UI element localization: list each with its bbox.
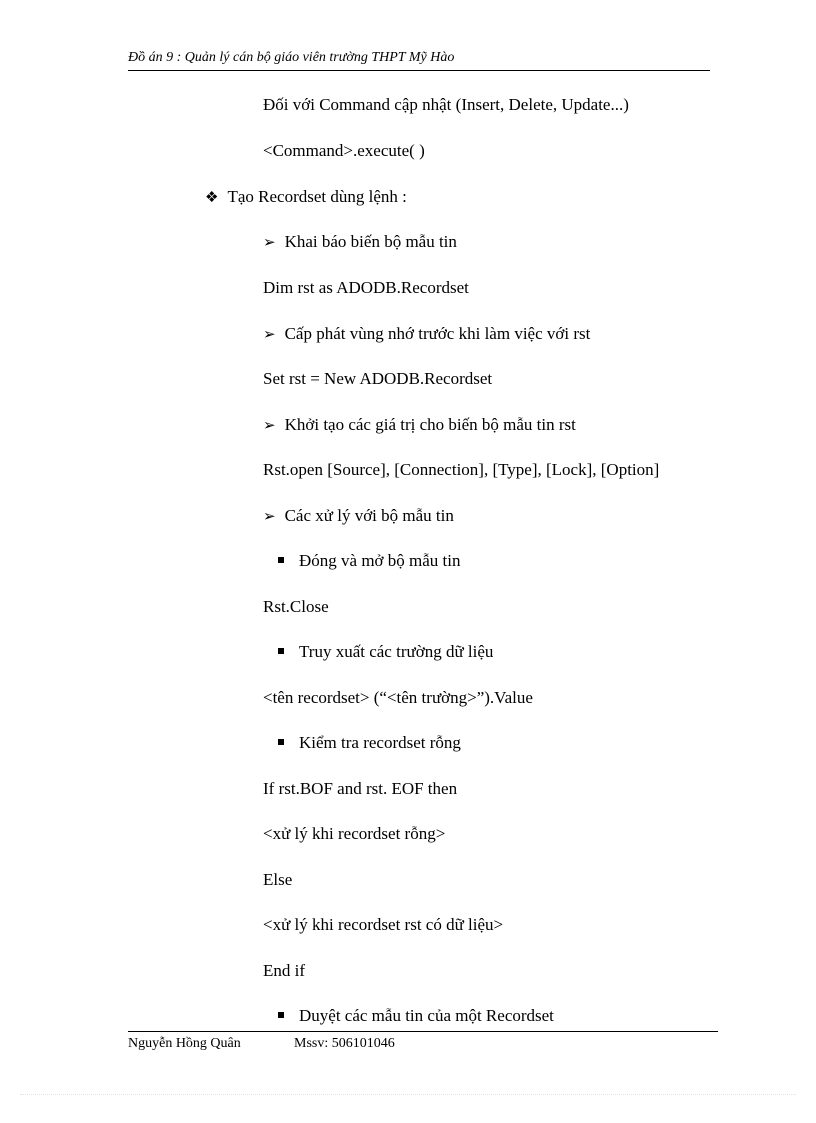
- square-item-label: Đóng và mở bộ mẫu tin: [299, 551, 461, 570]
- code-line: <Command>.execute( ): [263, 141, 425, 160]
- arrow-item: [263, 415, 576, 436]
- section-heading: [205, 187, 407, 208]
- code-line: Set rst = New ADODB.Recordset: [263, 369, 493, 388]
- arrow-item: [263, 506, 454, 527]
- page-header: [128, 48, 710, 71]
- footer-author: Nguyễn Hồng Quân: [128, 1036, 241, 1051]
- square-item-label: Kiểm tra recordset rỗng: [299, 733, 461, 752]
- text-line: Đối với Command cập nhật (Insert, Delete, Update...): [263, 95, 629, 114]
- arrow-item-label: Các xử lý với bộ mẫu tin: [284, 506, 454, 525]
- square-item-label: Truy xuất các trường dữ liệu: [299, 642, 494, 661]
- page-footer: [128, 1036, 395, 1052]
- code-line: Rst.Close: [263, 597, 329, 616]
- arrow-bullet-icon: ➢: [263, 235, 276, 251]
- code-line: If rst.BOF and rst. EOF then: [263, 779, 458, 798]
- code-line: Dim rst as ADODB.Recordset: [263, 278, 469, 297]
- square-item-label: Duyệt các mẫu tin của một Recordset: [299, 1006, 554, 1025]
- square-item: [278, 733, 461, 753]
- square-bullet-icon: [278, 1012, 284, 1018]
- square-item: [278, 1006, 554, 1026]
- arrow-item-label: Cấp phát vùng nhớ trước khi làm việc với rst: [284, 324, 591, 343]
- document-title: Đồ án 9 : Quản lý cán bộ giáo viên trường THPT Mỹ Hào: [128, 50, 455, 65]
- square-bullet-icon: [278, 739, 284, 745]
- square-bullet-icon: [278, 648, 284, 654]
- code-line: <tên recordset> (“<tên trường>”).Value: [263, 688, 533, 707]
- arrow-item: [263, 232, 457, 253]
- arrow-item-label: Khởi tạo các giá trị cho biến bộ mẫu tin rst: [284, 415, 576, 434]
- arrow-item-label: Khai báo biến bộ mẫu tin: [284, 232, 457, 251]
- code-line: <xử lý khi recordset rst có dữ liệu>: [263, 915, 504, 934]
- arrow-bullet-icon: ➢: [263, 509, 276, 525]
- diamond-bullet-icon: ❖: [205, 190, 219, 206]
- footer-rule: [128, 1031, 718, 1032]
- square-item: [278, 642, 493, 662]
- code-line: End if: [263, 961, 306, 980]
- square-bullet-icon: [278, 557, 284, 563]
- code-line: <xử lý khi recordset rỗng>: [263, 824, 446, 843]
- arrow-bullet-icon: ➢: [263, 418, 276, 434]
- arrow-bullet-icon: ➢: [263, 327, 276, 343]
- page-bottom-edge: [20, 1094, 796, 1095]
- code-line: Else: [263, 870, 293, 889]
- footer-student-id: Mssv: 506101046: [294, 1036, 395, 1051]
- square-item: [278, 551, 461, 571]
- code-line: Rst.open [Source], [Connection], [Type], [Lock], [Option]: [263, 460, 660, 479]
- arrow-item: [263, 324, 590, 345]
- section-heading-label: Tạo Recordset dùng lệnh :: [227, 187, 407, 206]
